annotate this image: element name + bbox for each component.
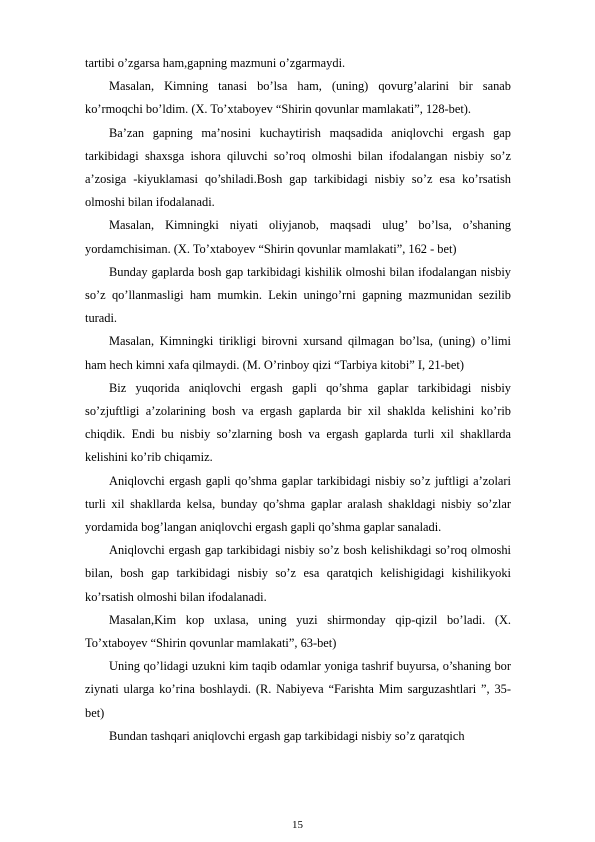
paragraph: Masalan, Kimning tanasi bo’lsa ham, (uning) qovurg’alarini bir sanab ko’rmoqchi bo’ldim. (X. To’xtaboyev “Shirin qovunlar mamlakati”, 128-bet). [85,79,511,117]
paragraph: Masalan,Kim kop uxlasa, uning yuzi shirmonday qip-qizil bo’ladi. (X. To’xtaboyev “Shirin qovunlar mamlakati”, 63-bet) [85,612,511,651]
paragraph: Masalan, Kimningki tirikligi birovni xursand qilmagan bo’lsa, (uning) o’limi ham hech kimni xafa qilmaydi. (M. O’rinboy qizi “Tarbiya kitobi” I, 21-bet) [85,334,511,372]
paragraph: Masalan, Kimningki niyati oliyjanob, maqsadi ulug’ bo’lsa, o’shaning yordamchisiman. (X. To’xtaboyev “Shirin qovunlar mamlakati”, 162 - bet) [85,218,511,256]
paragraph: Aniqlovchi ergash gap tarkibidagi nisbiy so’z bosh kelishikdagi so’roq olmoshi bilan, bosh gap tarkibidagi nisbiy so’z esa qaratqich kelishigidagi kishilikyoki ko’rsatish olmoshi bilan ifodalanadi. [85,543,511,604]
paragraph: Ba’zan gapning ma’nosini kuchaytirish maqsadida aniqlovchi ergash gap tarkibidagi shaxsga ishora qiluvchi so’roq olmoshi bilan ifodalangan nisbiy so’z a’zosiga -kiyuklamasi qo’shiladi.Bosh gap tarkibidagi nisbiy so’z esa ko’rsatish olmoshi bilan ifodalanadi. [85,125,511,210]
paragraph: Bunday gaplarda bosh gap tarkibidagi kishilik olmoshi bilan ifodalangan nisbiy so’z qo’llanmasligi ham mumkin. Lekin uningo’rni gapning mazmunidan sezilib turadi. [85,264,511,326]
paragraph: Uning qo’lidagi uzukni kim taqib odamlar yoniga tashrif buyursa, o’shaning bor ziynati ularga ko’rina boshlaydi. (R. Nabiyeva “Farishta Mim sarguzashtlari ”, 35-bet) [85,659,511,720]
paragraph: Bundan tashqari aniqlovchi ergash gap tarkibidagi nisbiy so’z qaratqich [109,728,465,743]
paragraph: tartibi o’zgarsa ham,gapning mazmuni o’zgarmaydi. [85,56,346,70]
page-number: 15 [292,819,303,831]
paragraph: Biz yuqorida aniqlovchi ergash gapli qo’shma gaplar tarkibidagi nisbiy so’zjuftligi a’zolarining bosh va ergash gaplarda bir xil shaklda kelishini ko’rib chiqdik. Endi bu nisbiy so’zlarning bosh va ergash gaplarda turli xil shakllarda kelishini ko’rib chiqamiz. [85,380,511,465]
paragraph: Aniqlovchi ergash gapli qo’shma gaplar tarkibidagi nisbiy so’z juftligi a’zolari turli xil shakllarda kelsa, bunday qo’shma gaplar aralash shakldagi nisbiy so’zlar yordamida bog’langan aniqlovchi ergash gapli qo’shma gaplar sanaladi. [85,473,511,535]
page-body [85,52,511,748]
